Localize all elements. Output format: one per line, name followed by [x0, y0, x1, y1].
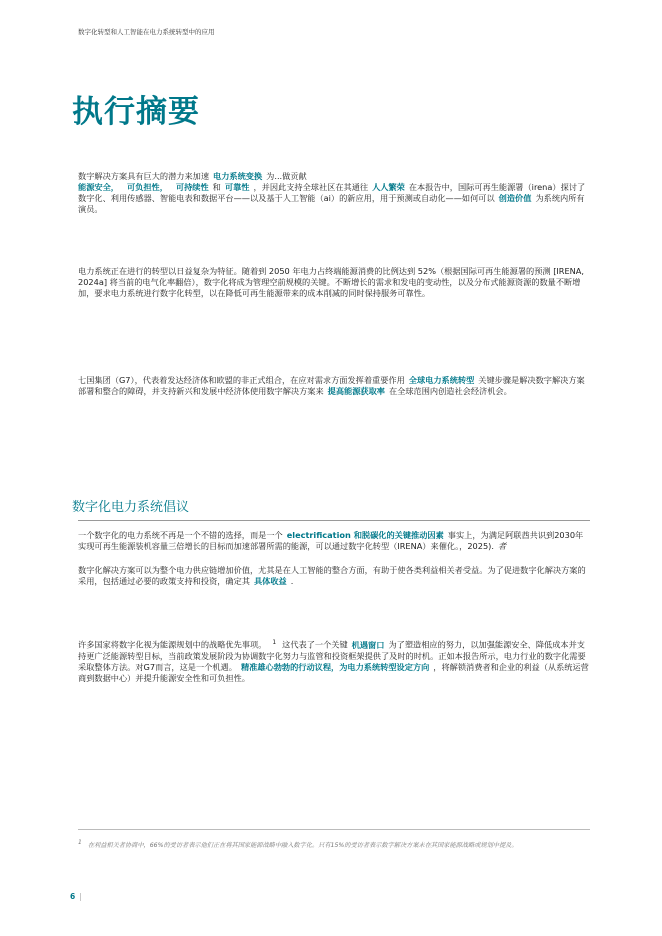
paragraph-5	[78, 565, 590, 587]
p1-text-4: ，并因此支持全球社区在其通往	[253, 182, 369, 192]
p3-text-3: 在全球范围内创造社会经济机会。	[388, 386, 512, 396]
page-number	[70, 892, 82, 901]
p5-text-2: .	[290, 576, 294, 586]
p3-text-2: 关键步骤是解决数字解决方案部署和整合的障碍，并支持新兴和发展中经济体使用数字解决方案来	[78, 375, 585, 396]
paragraph-2: 电力系统正在进行的转型以日益复杂为特征。随着到 2050 年电力占终端能源消费的比例达到 52%（根据国际可再生能源署的预测 [IRENA, 2024a] 将当前的电气化率翻倍），数字化将成为管理空前规模的关键。不断增长的需求和发电的变动性，以及分布式能源资源的数量不断增加，要求电力系统进行数字化转型，以在降低可再生能源带来的成本削减的同时保持服务可靠性。	[78, 266, 584, 298]
p6-text-2: 这代表了一个关键	[282, 639, 348, 650]
section-divider	[78, 520, 590, 521]
page-number-separator: |	[79, 892, 82, 901]
p1-text-2: 为...做贡献	[266, 171, 307, 181]
page-number-value: 6	[70, 892, 76, 901]
paragraph-6	[78, 637, 590, 684]
running-header: 数字化转型和人工智能在电力系统转型中的应用	[78, 28, 215, 36]
footnote-divider	[78, 829, 590, 830]
p1-highlight-energy-security: 能源安全，	[78, 182, 119, 192]
p4-highlight-key-enabler: electrification 和脱碳化的关键推动因素	[286, 530, 444, 540]
p1-text-3: 和	[212, 182, 221, 192]
p1-text-6: 为系统内所有演员。	[78, 193, 585, 214]
p6-text-3: 为了塑造相应的努力，以加强能源安全、降低成本并支持更广泛能源转型目标，当前政策发展阶段为协调数字化努力与监管和投资框架提供了及时的时机。正如本报告所示，电力行业的数字化需要采取整体方法。对G7而言，这是一个机遇。	[78, 639, 586, 672]
p4-text-2: 事实上，为满足阿联酋共识到2030年实现可再生能源装机容量三倍增长的目标而加速部署所需的能源，可以通过数字化转型（IRENA）来催化。，2025).	[78, 530, 584, 551]
paragraph-3	[78, 375, 590, 397]
p6-highlight-action-agenda: 精准雄心勃勃的行动议程，为电力系统转型设定方向	[240, 661, 430, 672]
p1-highlight-reliability: 可靠性	[224, 182, 250, 192]
footnote-mark: 1	[78, 839, 82, 846]
p6-text-4: ，将解锁消费者和企业的利益（从系统运营商到数据中心）并提升能源安全性和可负担性。	[78, 661, 589, 683]
p1-highlight-sustainability: 可持续性	[175, 182, 209, 192]
p1-highlight-power-system-transformation: 电力系统变换	[213, 171, 263, 181]
p3-text-1: 七国集团（G7），代表着发达经济体和欧盟的非正式组合，在应对需求方面发挥着重要作用	[78, 375, 405, 385]
p1-highlight-affordability: 可负担性，	[126, 182, 168, 192]
p4-text-italic: 者	[497, 541, 507, 551]
p5-highlight-concrete-benefits: 具体收益	[253, 576, 287, 586]
footnote-reference[interactable]: 1	[272, 639, 277, 646]
p1-highlight-create-value: 创造价值	[498, 193, 532, 203]
footnote-text: 在利益相关者协商中，66%的受访者表示他们正在将其国家能源战略中融入数字化。只有15%的受访者表示数字解决方案未在其国家能源战略或规划中提及。	[87, 842, 518, 850]
paragraph-1	[78, 171, 590, 215]
p3-highlight-energy-access: 提高能源获取率	[327, 386, 385, 396]
paragraph-4	[78, 530, 590, 552]
footnote	[78, 838, 590, 850]
p1-text-5: 在本报告中，国际可再生能源署（irena）探讨了数字化、利用传感器、智能电表和数据平台——以及基于人工智能（ai）的新应用，用于预测或自动化——如何可以	[78, 182, 586, 203]
section-title: 数字化电力系统倡议	[72, 500, 190, 515]
p6-text-1: 许多国家将数字化视为能源规划中的战略优先事项。	[78, 639, 267, 650]
page-title: 执行摘要	[72, 94, 200, 130]
p3-highlight-global-transformation: 全球电力系统转型	[408, 375, 475, 385]
p5-text-1: 数字化解决方案可以为整个电力供应链增加价值，尤其是在人工智能的整合方面，有助于使各类利益相关者受益。为了促进数字化解决方案的采用，包括通过必要的政策支持和投资，确定其	[78, 565, 586, 586]
p4-text-1: 一个数字化的电力系统不再是一个不错的选择，而是一个	[78, 530, 283, 540]
p1-text-1: 数字解决方案具有巨大的潜力来加速	[78, 171, 210, 181]
p6-highlight-window-of-opportunity: 机遇窗口	[351, 639, 385, 650]
p1-highlight-prosperity: 人人繁荣	[372, 182, 405, 192]
